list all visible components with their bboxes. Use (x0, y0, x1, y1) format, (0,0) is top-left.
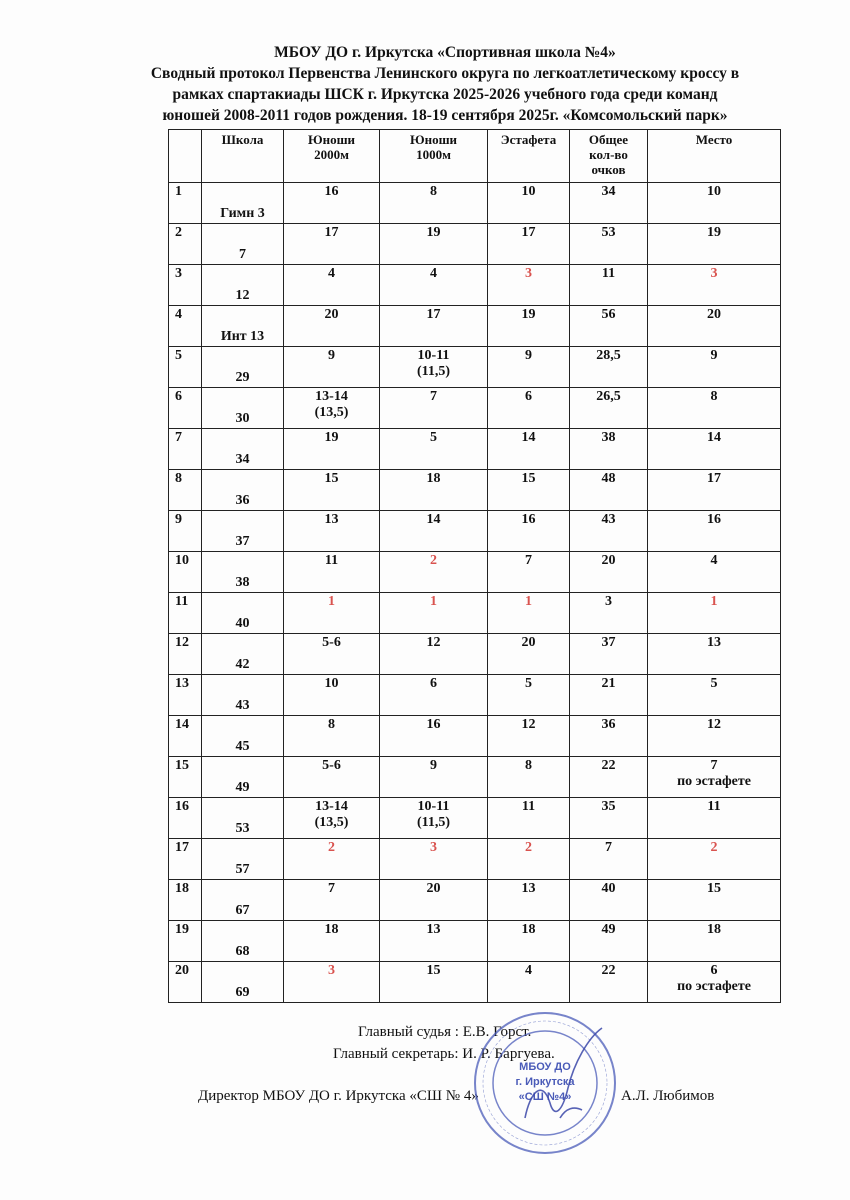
row-number: 14 (169, 716, 202, 757)
stamp-line-1: МБОУ ДО (519, 1061, 571, 1073)
row-number: 15 (169, 757, 202, 798)
school-cell: 42 (202, 634, 284, 675)
place-cell: 17 (648, 470, 781, 511)
row-number: 2 (169, 224, 202, 265)
school-cell: 69 (202, 962, 284, 1003)
boys-1000m-cell: 1 (380, 593, 488, 634)
place-cell: 11 (648, 798, 781, 839)
table-row (169, 798, 781, 839)
col-header-school: Школа (202, 130, 284, 183)
relay-cell: 13 (488, 880, 570, 921)
boys-1000m-cell: 6 (380, 675, 488, 716)
relay-cell: 10 (488, 183, 570, 224)
total-points-cell: 56 (570, 306, 648, 347)
boys-2000m-cell: 16 (284, 183, 380, 224)
school-cell: 12 (202, 265, 284, 306)
table-row (169, 265, 781, 306)
boys-2000m-cell: 7 (284, 880, 380, 921)
total-points-cell: 21 (570, 675, 648, 716)
signature-icon (525, 1028, 602, 1118)
row-number: 10 (169, 552, 202, 593)
col-header-num (169, 130, 202, 183)
row-number: 16 (169, 798, 202, 839)
table-row (169, 552, 781, 593)
place-cell: 4 (648, 552, 781, 593)
header-line-1: МБОУ ДО г. Иркутска «Спортивная школа №4» (274, 44, 616, 61)
row-number: 12 (169, 634, 202, 675)
row-number: 11 (169, 593, 202, 634)
relay-cell: 1 (488, 593, 570, 634)
place-cell: 13 (648, 634, 781, 675)
school-cell: 34 (202, 429, 284, 470)
row-number: 8 (169, 470, 202, 511)
table-row (169, 429, 781, 470)
row-number: 19 (169, 921, 202, 962)
document-header (100, 42, 790, 126)
total-points-cell: 22 (570, 757, 648, 798)
col-header-boys-2000m: Юноши 2000м (284, 130, 380, 183)
row-number: 18 (169, 880, 202, 921)
boys-1000m-cell: 9 (380, 757, 488, 798)
relay-cell: 5 (488, 675, 570, 716)
table-row (169, 716, 781, 757)
relay-cell: 6 (488, 388, 570, 429)
relay-cell: 20 (488, 634, 570, 675)
school-cell: 53 (202, 798, 284, 839)
relay-cell: 8 (488, 757, 570, 798)
boys-2000m-cell: 2 (284, 839, 380, 880)
place-cell: 16 (648, 511, 781, 552)
row-number: 3 (169, 265, 202, 306)
total-points-cell: 49 (570, 921, 648, 962)
official-stamp (470, 1008, 620, 1158)
boys-1000m-cell: 13 (380, 921, 488, 962)
place-cell: 9 (648, 347, 781, 388)
place-cell: 15 (648, 880, 781, 921)
total-points-cell: 36 (570, 716, 648, 757)
boys-2000m-cell: 13-14 (13,5) (284, 388, 380, 429)
row-number: 4 (169, 306, 202, 347)
boys-1000m-cell: 17 (380, 306, 488, 347)
relay-cell: 19 (488, 306, 570, 347)
relay-cell: 12 (488, 716, 570, 757)
total-points-cell: 38 (570, 429, 648, 470)
col-header-relay: Эстафета (488, 130, 570, 183)
total-points-cell: 40 (570, 880, 648, 921)
total-points-cell: 37 (570, 634, 648, 675)
place-cell: 14 (648, 429, 781, 470)
total-points-cell: 53 (570, 224, 648, 265)
table-row (169, 921, 781, 962)
col-header-place: Место (648, 130, 781, 183)
director-label: Директор МБОУ ДО г. Иркутска «СШ № 4» (198, 1088, 479, 1104)
school-cell: 36 (202, 470, 284, 511)
boys-1000m-cell: 8 (380, 183, 488, 224)
total-points-cell: 26,5 (570, 388, 648, 429)
total-points-cell: 34 (570, 183, 648, 224)
relay-cell: 7 (488, 552, 570, 593)
boys-2000m-cell: 13 (284, 511, 380, 552)
school-cell: 7 (202, 224, 284, 265)
boys-1000m-cell: 10-11 (11,5) (380, 347, 488, 388)
school-cell: 43 (202, 675, 284, 716)
school-cell: 57 (202, 839, 284, 880)
row-number: 5 (169, 347, 202, 388)
relay-cell: 4 (488, 962, 570, 1003)
place-cell: 12 (648, 716, 781, 757)
boys-1000m-cell: 10-11 (11,5) (380, 798, 488, 839)
table-row (169, 183, 781, 224)
place-cell: 2 (648, 839, 781, 880)
boys-1000m-cell: 2 (380, 552, 488, 593)
boys-2000m-cell: 15 (284, 470, 380, 511)
boys-1000m-cell: 16 (380, 716, 488, 757)
table-row (169, 511, 781, 552)
boys-1000m-cell: 4 (380, 265, 488, 306)
table-row (169, 224, 781, 265)
chief-judge-line: Главный судья : Е.В. Горст. (358, 1024, 532, 1040)
boys-2000m-cell: 1 (284, 593, 380, 634)
place-cell: 5 (648, 675, 781, 716)
boys-2000m-cell: 9 (284, 347, 380, 388)
table-row (169, 593, 781, 634)
relay-cell: 18 (488, 921, 570, 962)
boys-1000m-cell: 14 (380, 511, 488, 552)
col-header-total: Общее кол-во очков (570, 130, 648, 183)
relay-cell: 16 (488, 511, 570, 552)
school-cell: 67 (202, 880, 284, 921)
total-points-cell: 3 (570, 593, 648, 634)
stamp-line-2: г. Иркутска (515, 1076, 575, 1088)
col-header-boys-1000m: Юноши 1000м (380, 130, 488, 183)
place-cell: 20 (648, 306, 781, 347)
relay-cell: 14 (488, 429, 570, 470)
table-row (169, 675, 781, 716)
header-line-4: юношей 2008-2011 годов рождения. 18-19 сентября 2025г. «Комсомольский парк» (162, 107, 728, 124)
total-points-cell: 22 (570, 962, 648, 1003)
table-row (169, 347, 781, 388)
table-body (169, 183, 781, 1003)
boys-2000m-cell: 11 (284, 552, 380, 593)
boys-2000m-cell: 10 (284, 675, 380, 716)
boys-2000m-cell: 3 (284, 962, 380, 1003)
table-row (169, 306, 781, 347)
table-row (169, 634, 781, 675)
boys-2000m-cell: 18 (284, 921, 380, 962)
total-points-cell: 43 (570, 511, 648, 552)
total-points-cell: 20 (570, 552, 648, 593)
total-points-cell: 11 (570, 265, 648, 306)
boys-2000m-cell: 5-6 (284, 757, 380, 798)
relay-cell: 17 (488, 224, 570, 265)
school-cell: 37 (202, 511, 284, 552)
school-cell: Гимн 3 (202, 183, 284, 224)
relay-cell: 11 (488, 798, 570, 839)
school-cell: Инт 13 (202, 306, 284, 347)
boys-2000m-cell: 5-6 (284, 634, 380, 675)
place-cell: 18 (648, 921, 781, 962)
total-points-cell: 48 (570, 470, 648, 511)
table-row (169, 962, 781, 1003)
row-number: 9 (169, 511, 202, 552)
school-cell: 30 (202, 388, 284, 429)
place-cell: 6 по эстафете (648, 962, 781, 1003)
row-number: 7 (169, 429, 202, 470)
stamp-line-3: «СШ №4» (518, 1091, 572, 1103)
row-number: 6 (169, 388, 202, 429)
boys-1000m-cell: 20 (380, 880, 488, 921)
row-number: 17 (169, 839, 202, 880)
total-points-cell: 7 (570, 839, 648, 880)
table-row (169, 839, 781, 880)
table-row (169, 388, 781, 429)
place-cell: 8 (648, 388, 781, 429)
school-cell: 68 (202, 921, 284, 962)
boys-1000m-cell: 7 (380, 388, 488, 429)
header-line-3: рамках спартакиады ШСК г. Иркутска 2025-2026 учебного года среди команд (172, 86, 718, 103)
school-cell: 29 (202, 347, 284, 388)
boys-1000m-cell: 18 (380, 470, 488, 511)
table-row (169, 757, 781, 798)
relay-cell: 3 (488, 265, 570, 306)
boys-2000m-cell: 20 (284, 306, 380, 347)
header-line-2: Сводный протокол Первенства Ленинского округа по легкоатлетическому кроссу в (150, 65, 740, 82)
boys-2000m-cell: 8 (284, 716, 380, 757)
school-cell: 49 (202, 757, 284, 798)
boys-2000m-cell: 13-14 (13,5) (284, 798, 380, 839)
school-cell: 40 (202, 593, 284, 634)
place-cell: 7 по эстафете (648, 757, 781, 798)
relay-cell: 15 (488, 470, 570, 511)
school-cell: 38 (202, 552, 284, 593)
boys-2000m-cell: 17 (284, 224, 380, 265)
boys-2000m-cell: 19 (284, 429, 380, 470)
relay-cell: 9 (488, 347, 570, 388)
place-cell: 10 (648, 183, 781, 224)
boys-1000m-cell: 19 (380, 224, 488, 265)
boys-1000m-cell: 12 (380, 634, 488, 675)
row-number: 20 (169, 962, 202, 1003)
table-header-row (169, 130, 781, 183)
table-row (169, 470, 781, 511)
director-name: А.Л. Любимов (621, 1088, 715, 1104)
row-number: 1 (169, 183, 202, 224)
place-cell: 1 (648, 593, 781, 634)
boys-1000m-cell: 5 (380, 429, 488, 470)
boys-2000m-cell: 4 (284, 265, 380, 306)
total-points-cell: 35 (570, 798, 648, 839)
relay-cell: 2 (488, 839, 570, 880)
boys-1000m-cell: 3 (380, 839, 488, 880)
results-table (168, 129, 781, 1003)
chief-secretary-line: Главный секретарь: И. Р. Баргуева. (333, 1046, 555, 1062)
place-cell: 19 (648, 224, 781, 265)
boys-1000m-cell: 15 (380, 962, 488, 1003)
school-cell: 45 (202, 716, 284, 757)
row-number: 13 (169, 675, 202, 716)
place-cell: 3 (648, 265, 781, 306)
table-row (169, 880, 781, 921)
total-points-cell: 28,5 (570, 347, 648, 388)
